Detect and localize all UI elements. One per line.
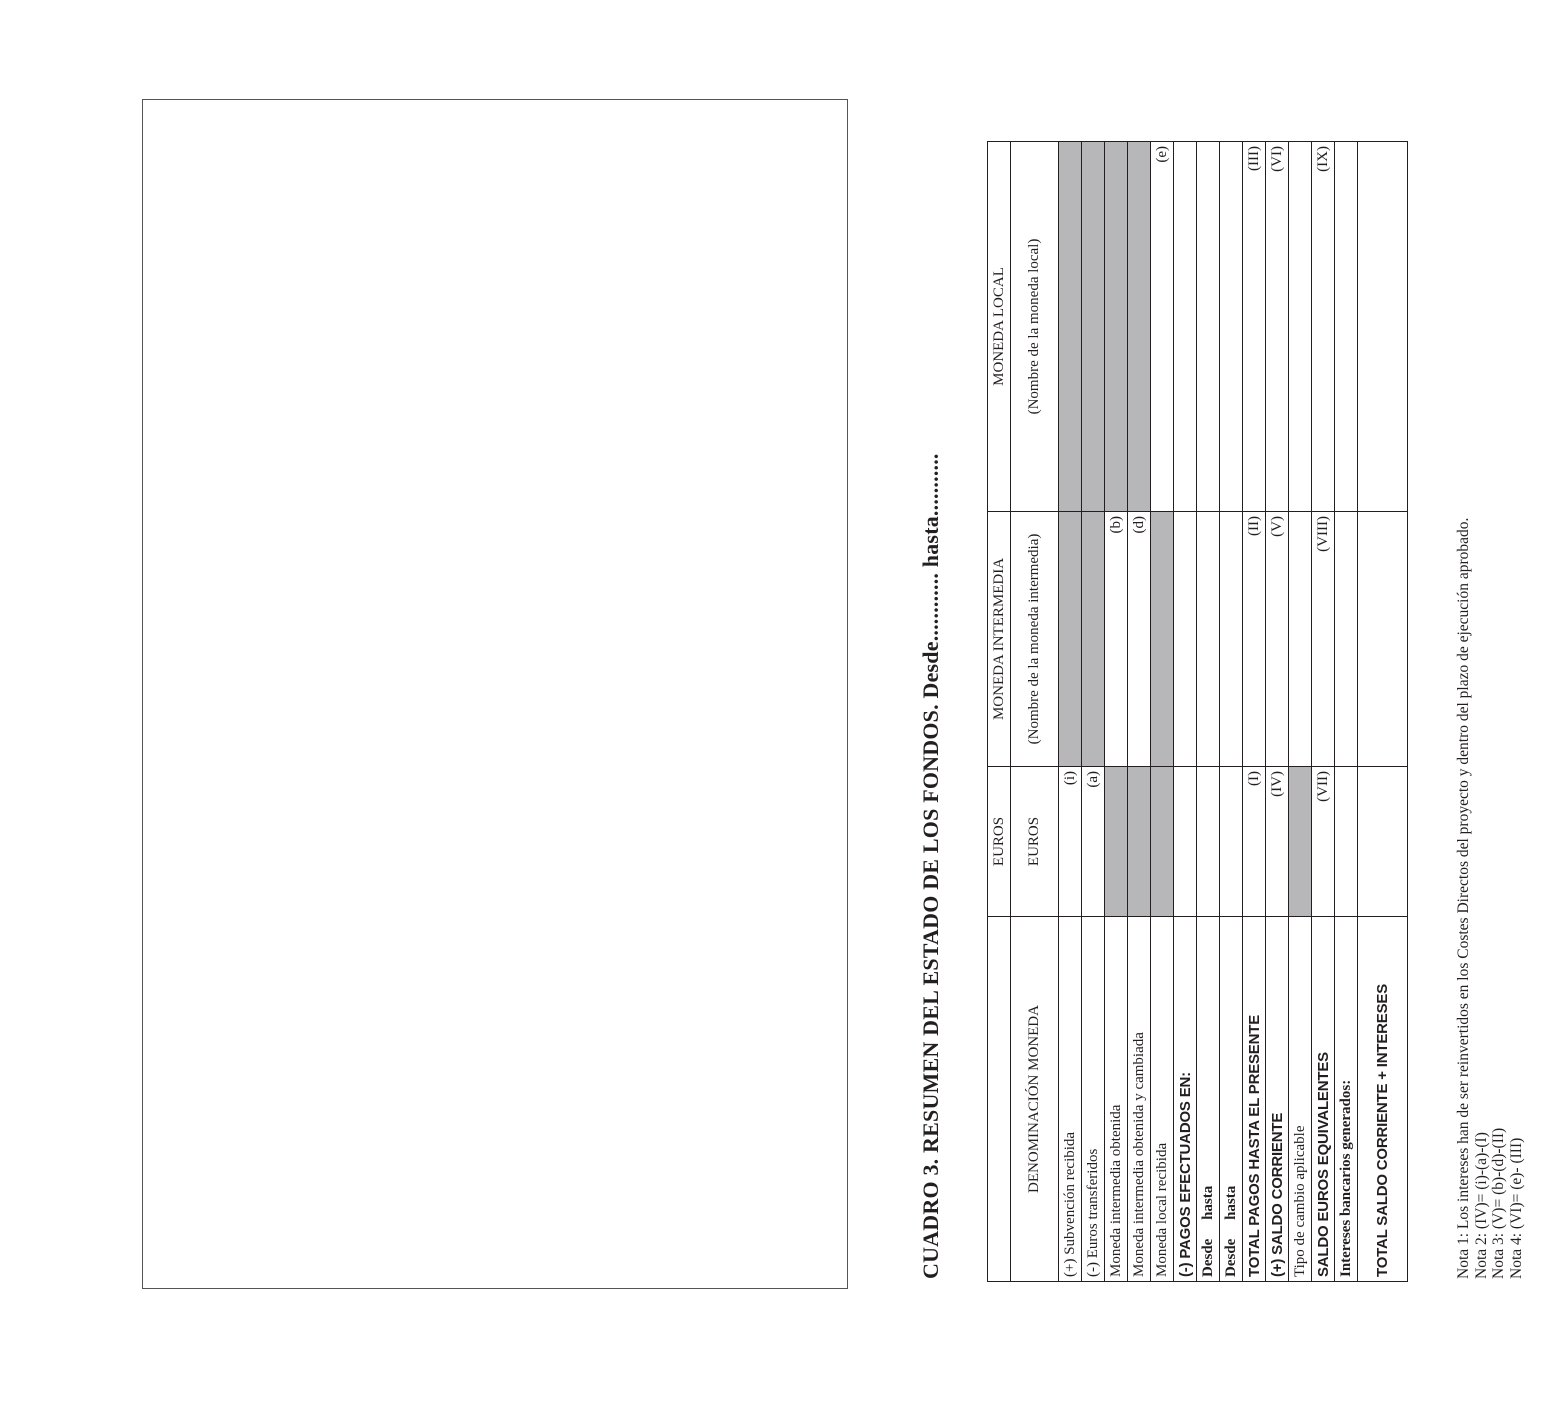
cell-local: [1174, 142, 1197, 512]
header-moneda-intermedia: MONEDA INTERMEDIA: [988, 512, 1011, 767]
cell-intermedia: [1289, 512, 1312, 767]
header-moneda-local: MONEDA LOCAL: [988, 142, 1011, 512]
cell-euros: (i): [1059, 767, 1082, 917]
note-3: Nota 3: (V)= (b)-(d)-(II): [1490, 1127, 1507, 1279]
cell-intermedia-shaded: [1082, 512, 1105, 767]
table-row: [1197, 142, 1220, 1282]
cell-euros-shaded: [1128, 767, 1151, 917]
cell-intermedia: (II): [1243, 512, 1266, 767]
row-label: Moneda intermedia obtenida y cambiada: [1128, 917, 1151, 1282]
rotated-content: [848, 99, 1554, 1289]
cell-euros-shaded: [1105, 767, 1128, 917]
cell-intermedia: [1220, 512, 1243, 767]
table-row: [1128, 142, 1151, 1282]
cell-local-shaded: [1082, 142, 1105, 512]
table-row: [1358, 142, 1408, 1282]
cell-local: [1289, 142, 1312, 512]
row-label: TOTAL PAGOS HASTA EL PRESENTE: [1243, 917, 1266, 1282]
notes: [1455, 518, 1525, 1279]
row-label: TOTAL SALDO CORRIENTE + INTERESES: [1358, 917, 1408, 1282]
table-row: [1312, 142, 1335, 1282]
cell-euros: (a): [1082, 767, 1105, 917]
table-row: [1243, 142, 1266, 1282]
table-subheader-row: [1011, 142, 1059, 1282]
cell-local: [1220, 142, 1243, 512]
cell-intermedia-shaded: [1059, 512, 1082, 767]
cell-intermedia: (d): [1128, 512, 1151, 767]
table-header-row: [988, 142, 1011, 1282]
cell-intermedia: [1197, 512, 1220, 767]
row-label: SALDO EUROS EQUIVALENTES: [1312, 917, 1335, 1282]
cell-intermedia: (VIII): [1312, 512, 1335, 767]
cell-intermedia-shaded: [1151, 512, 1174, 767]
note-1: Nota 1: Los intereses han de ser reinvertidos en los Costes Directos del proyecto y dentro del plazo de ejecución aprobado.: [1455, 517, 1472, 1279]
row-label: (+) Subvención recibida: [1059, 917, 1082, 1282]
cell-euros: (I): [1243, 767, 1266, 917]
table-row: [1151, 142, 1174, 1282]
table-row: [1335, 142, 1358, 1282]
cell-local-shaded: [1128, 142, 1151, 512]
cell-euros: [1358, 767, 1408, 917]
cell-euros: (IV): [1266, 767, 1289, 917]
table-row: [1105, 142, 1128, 1282]
cell-intermedia: (V): [1266, 512, 1289, 767]
page-title: CUADRO 3. RESUMEN DEL ESTADO DE LOS FONDOS. Desde............ hasta...........: [918, 453, 943, 1279]
cell-intermedia: (b): [1105, 512, 1128, 767]
cell-local: [1358, 142, 1408, 512]
cell-local: [1335, 142, 1358, 512]
note-2: Nota 2: (IV)= (i)-(a)-(I): [1472, 1132, 1490, 1279]
subheader-intermedia: (Nombre de la moneda intermedia): [1011, 512, 1059, 767]
cell-local: (IX): [1312, 142, 1335, 512]
cell-local-shaded: [1059, 142, 1082, 512]
subheader-euros: EUROS: [1011, 767, 1059, 917]
cell-euros: [1174, 767, 1197, 917]
cell-local: [1197, 142, 1220, 512]
row-label: (-) PAGOS EFECTUADOS EN:: [1174, 917, 1197, 1282]
subheader-denominacion: DENOMINACIÓN MONEDA: [1011, 917, 1059, 1282]
funds-summary-table: [987, 141, 1408, 1282]
page-frame: [142, 99, 848, 1289]
header-empty: [988, 917, 1011, 1282]
table-row: [1082, 142, 1105, 1282]
row-label: Intereses bancarios generados:: [1335, 917, 1358, 1282]
cell-local: (e): [1151, 142, 1174, 512]
row-label: Moneda intermedia obtenida: [1105, 917, 1128, 1282]
cell-local: (VI): [1266, 142, 1289, 512]
cell-euros-shaded: [1289, 767, 1312, 917]
cell-euros: (VII): [1312, 767, 1335, 917]
row-label: (+) SALDO CORRIENTE: [1266, 917, 1289, 1282]
table-row: [1059, 142, 1082, 1282]
header-euros: EUROS: [988, 767, 1011, 917]
row-label: Tipo de cambio aplicable: [1289, 917, 1312, 1282]
row-label: Desde hasta: [1220, 917, 1243, 1282]
cell-euros: [1335, 767, 1358, 917]
row-label: Desde hasta: [1197, 917, 1220, 1282]
table-row: [1289, 142, 1312, 1282]
cell-intermedia: [1358, 512, 1408, 767]
row-label: (-) Euros transferidos: [1082, 917, 1105, 1282]
cell-euros: [1197, 767, 1220, 917]
cell-euros: [1220, 767, 1243, 917]
table-row: [1174, 142, 1197, 1282]
cell-local-shaded: [1105, 142, 1128, 512]
note-4: Nota 4: (VI)= (e)- (III): [1507, 1137, 1525, 1279]
subheader-local: (Nombre de la moneda local): [1011, 142, 1059, 512]
cell-intermedia: [1174, 512, 1197, 767]
cell-euros-shaded: [1151, 767, 1174, 917]
cell-intermedia: [1335, 512, 1358, 767]
row-label: Moneda local recibida: [1151, 917, 1174, 1282]
cell-local: (III): [1243, 142, 1266, 512]
table-row: [1220, 142, 1243, 1282]
table-row: [1266, 142, 1289, 1282]
